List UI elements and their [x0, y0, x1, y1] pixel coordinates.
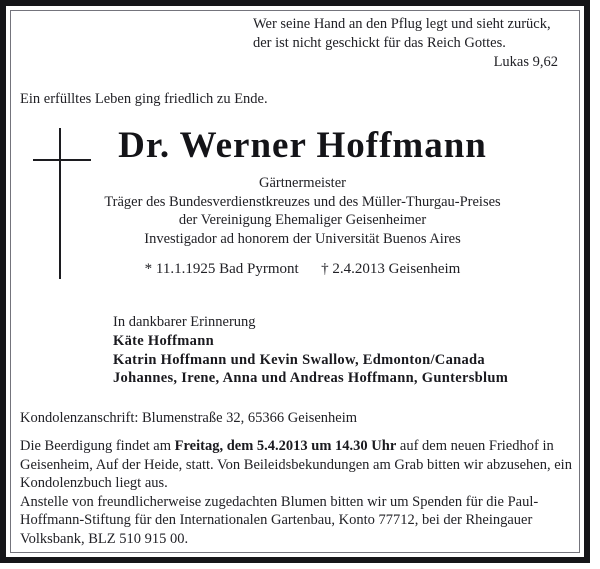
quote-source: Lukas 9,62 — [493, 54, 558, 70]
notice-body — [20, 437, 583, 549]
donation-paragraph: Anstelle von freundlicherweise zugedachten Blumen bitten wir um Spenden für die Paul-Hoffmann-Stiftung für den Internationalen Gartenbau, Konto 77712, bei der Rheingauer Volksbank, BLZ 510 915 00. — [20, 493, 539, 547]
funeral-text-end: auf dem neuen Friedhof in Geisenheim, Auf der Heide, statt. Von Beileidsbekundungen am Grab bitten wir abzusehen, ein Kondolenzbuch liegt aus. — [20, 438, 572, 492]
scripture-quote — [253, 15, 558, 72]
birth-death-dates: * 11.1.1925 Bad Pyrmont † 2.4.2013 Geisenheim — [144, 261, 461, 277]
notice-header — [30, 124, 575, 278]
funeral-paragraph — [20, 437, 583, 493]
title-line-investigador: Investigador ad honorem der Universität Buenos Aires — [144, 230, 461, 247]
intro-line: Ein erfülltes Leben ging friedlich zu Ende. — [20, 91, 268, 107]
mourner-name: Käte Hoffmann — [113, 332, 214, 349]
quote-line-1: Wer seine Hand an den Pflug legt und sieht zurück, — [253, 16, 551, 32]
mourners-lead: In dankbarer Erinnerung — [113, 314, 256, 330]
title-line-honors: Träger des Bundesverdienstkreuzes und des Müller-Thurgau-Preises — [104, 193, 501, 210]
mourners-block — [113, 313, 508, 388]
title-line-association: der Vereinigung Ehemaliger Geisenheimer — [178, 212, 427, 228]
mourner-name: Johannes, Irene, Anna und Andreas Hoffmann, Guntersblum — [113, 370, 509, 387]
title-line-profession: Gärtnermeister — [259, 175, 346, 191]
funeral-date-highlight: Freitag, dem 5.4.2013 um 14.30 Uhr — [174, 438, 397, 454]
mourner-name: Katrin Hoffmann und Kevin Swallow, Edmonton/Canada — [113, 351, 485, 368]
funeral-text-start: Die Beerdigung findet am — [20, 438, 175, 454]
deceased-name: Dr. Werner Hoffmann — [118, 125, 487, 166]
quote-line-2: der ist nicht geschickt für das Reich Gottes. — [253, 35, 506, 51]
condolence-address: Kondolenzanschrift: Blumenstraße 32, 65366 Geisenheim — [20, 410, 358, 426]
